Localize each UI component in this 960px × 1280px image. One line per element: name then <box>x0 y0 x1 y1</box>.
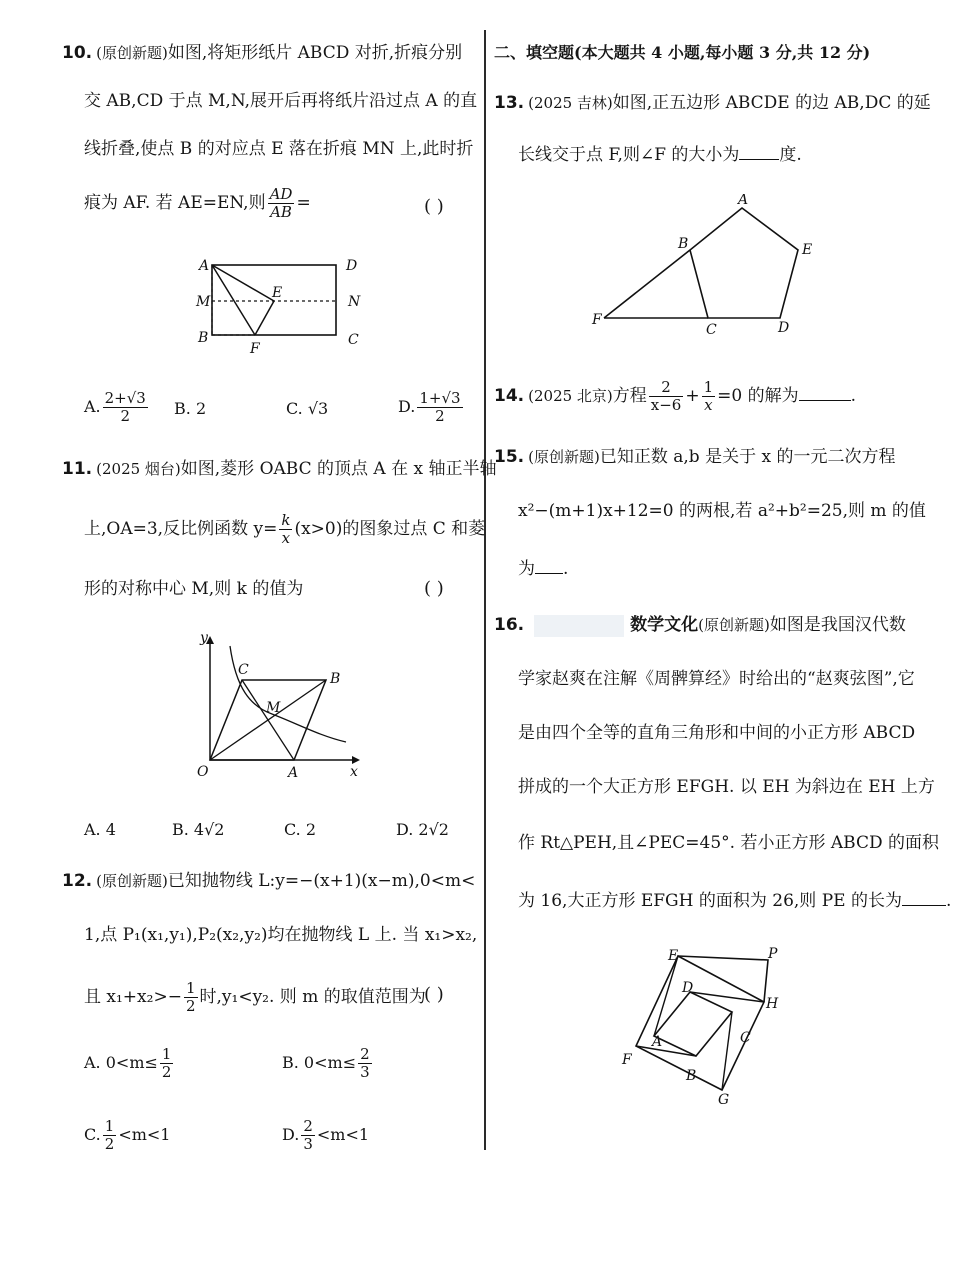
q15-number: 15. <box>494 447 525 467</box>
q10-label-C: C <box>348 332 359 348</box>
q15-answer-blank[interactable] <box>535 573 563 574</box>
q11-label-y: y <box>200 630 208 646</box>
q16-big-square-EFGH <box>636 956 764 1090</box>
q10-label-B: B <box>198 330 209 346</box>
q12-text3b: 时,y₁<y₂. 则 m 的取值范围为 <box>199 987 426 1007</box>
q11-line2 <box>84 512 485 547</box>
q12-answer-paren: ( ) <box>424 984 444 1005</box>
q12-fraction: $\frac{1}{2}$ <box>185 979 196 1015</box>
q12-option-a-fraction: $\frac{1}{2}$ <box>161 1045 172 1081</box>
q12-option-c[interactable]: C. $\frac{1}{2}$ <m<1 <box>84 1117 171 1153</box>
q12-option-b[interactable]: B. 0<m≤ $\frac{2}{3}$ <box>282 1045 370 1081</box>
q11-label-M: M <box>266 700 281 716</box>
q10-label-E: E <box>272 285 283 301</box>
q13-extension-BF <box>604 250 690 318</box>
q16-line5: 作 Rt△PEH,且∠PEC=45°. 若小正方形 ABCD 的面积 <box>518 833 939 853</box>
q14-line1 <box>494 376 856 416</box>
q15-line3 <box>518 558 568 580</box>
q12-line3 <box>84 980 426 1015</box>
q16-label-C: C <box>740 1030 751 1046</box>
q16-label-B: B <box>686 1068 697 1084</box>
q16-tag: 数学文化 <box>630 615 699 635</box>
q10-label-A: A <box>199 258 210 274</box>
q12-number: 12. <box>62 871 93 891</box>
q10-line2: 交 AB,CD 于点 M,N,展开后再将纸片沿过点 A 的直 <box>84 91 478 111</box>
q16-answer-blank[interactable] <box>902 905 946 906</box>
q16-line6 <box>518 890 951 912</box>
q16-number: 16. <box>494 615 525 635</box>
q14-text-b: =0 的解为 <box>717 386 799 406</box>
q10-number: 10. <box>62 43 93 63</box>
q11-label-x: x <box>350 764 358 780</box>
q10-line4 <box>84 186 311 221</box>
q16-text1: 如图是我国汉代数 <box>769 615 906 635</box>
q11-text2a: 上,OA=3,反比例函数 y= <box>84 519 278 539</box>
q12-option-d-fraction: $\frac{2}{3}$ <box>303 1117 313 1153</box>
q15-text3a: 为 <box>518 559 535 579</box>
q12-option-b-fraction: $\frac{2}{3}$ <box>360 1045 370 1081</box>
q13-line1 <box>494 92 931 114</box>
q14-text-a: 方程 <box>612 386 647 406</box>
q14-fraction-1: $\frac{2}{x-6}$ <box>650 378 682 414</box>
q13-text2b: 度. <box>779 145 802 165</box>
q11-figure <box>190 628 370 780</box>
q11-label-B: B <box>330 671 341 687</box>
q13-label-A: A <box>738 194 749 208</box>
q13-label-F: F <box>592 312 602 328</box>
q10-figure <box>190 250 380 360</box>
q14-plus: + <box>685 386 700 406</box>
q11-fraction: $\frac{k}{x}$ <box>281 511 291 547</box>
q14-answer-blank[interactable] <box>799 400 851 401</box>
q10-option-d-fraction: $\frac{1+√3}{2}$ <box>419 389 461 425</box>
q12-line2: 1,点 P₁(x₁,y₁),P₂(x₂,y₂)均在抛物线 L 上. 当 x₁>x₂, <box>84 925 478 945</box>
q13-figure <box>590 194 820 338</box>
q14-fraction-2: $\frac{1}{x}$ <box>703 378 714 414</box>
q16-figure <box>610 940 810 1110</box>
q11-label-C: C <box>238 662 249 678</box>
q11-label-O: O <box>197 764 209 780</box>
q15-text1: 已知正数 a,b 是关于 x 的一元二次方程 <box>599 447 896 467</box>
q15-line1 <box>494 446 895 468</box>
q13-number: 13. <box>494 93 525 113</box>
q16-label-P: P <box>768 946 778 962</box>
q10-option-a-fraction: $\frac{2+√3}{2}$ <box>104 389 146 425</box>
q13-text2a: 长线交于点 F,则∠F 的大小为 <box>518 145 740 165</box>
q10-line3: 线折叠,使点 B 的对应点 E 落在折痕 MN 上,此时折 <box>84 139 474 159</box>
q11-tag: (2025 烟台) <box>96 460 181 478</box>
q10-tag: (原创新题) <box>96 44 168 62</box>
q16-label-H: H <box>766 996 779 1012</box>
q13-tag: (2025 吉林) <box>528 94 613 112</box>
q10-option-c[interactable]: C. √3 <box>286 399 329 418</box>
q11-option-b[interactable]: B. 4√2 <box>172 820 225 839</box>
q13-label-D: D <box>778 320 790 336</box>
q16-line4: 拼成的一个大正方形 EFGH. 以 EH 为斜边在 EH 上方 <box>518 777 935 797</box>
q10-AE <box>212 265 274 301</box>
q13-label-E: E <box>802 242 813 258</box>
q11-hyperbola <box>230 646 346 742</box>
q10-option-d[interactable]: D. $\frac{1+√3}{2}$ <box>398 389 461 425</box>
q16-label-E: E <box>668 948 679 964</box>
q16-small-square-ABCD <box>654 992 732 1056</box>
q16-line2: 学家赵爽在注解《周髀算经》时给出的“赵爽弦图”,它 <box>518 669 915 689</box>
q10-EF <box>255 301 274 335</box>
q16-line3: 是由四个全等的直角三角形和中间的小正方形 ABCD <box>518 723 916 743</box>
q16-text6a: 为 16,大正方形 EFGH 的面积为 26,则 PE 的长为 <box>518 891 902 911</box>
q10-fraction: $\frac{AD}{AB}$ <box>269 185 293 221</box>
q12-option-c-fraction: $\frac{1}{2}$ <box>104 1117 115 1153</box>
q13-text1: 如图,正五边形 ABCDE 的边 AB,DC 的延 <box>612 93 931 113</box>
q16-label-D: D <box>682 980 694 996</box>
q10-text1: 如图,将矩形纸片 ABCD 对折,折痕分别 <box>167 43 463 63</box>
q10-label-F: F <box>250 341 260 357</box>
q11-number: 11. <box>62 459 93 479</box>
q16-text6b: . <box>945 891 952 911</box>
q11-x-arrow <box>352 756 360 764</box>
q11-text2b: (x>0)的图象过点 C 和菱 <box>294 519 486 539</box>
q13-pentagon <box>690 208 798 318</box>
q11-text1: 如图,菱形 OABC 的顶点 A 在 x 轴正半轴 <box>180 459 497 479</box>
q12-option-a[interactable]: A. 0<m≤ $\frac{1}{2}$ <box>84 1045 172 1081</box>
q12-option-d[interactable]: D. $\frac{2}{3}$ <m<1 <box>282 1117 370 1153</box>
q12-text3a: 且 x₁+x₂>− <box>84 987 182 1007</box>
q16-blurred-badge <box>534 615 624 637</box>
q11-label-A: A <box>288 765 299 780</box>
q10-option-b[interactable]: B. 2 <box>174 399 207 418</box>
q10-equals: = <box>296 193 311 213</box>
q11-answer-paren: ( ) <box>424 578 444 599</box>
q14-tag: (2025 北京) <box>528 387 613 405</box>
q16-tag2: (原创新题) <box>698 616 770 634</box>
q15-text3b: . <box>563 559 569 579</box>
q11-option-d[interactable]: D. 2√2 <box>396 820 449 839</box>
q11-line3: 形的对称中心 M,则 k 的值为 <box>84 579 304 599</box>
q16-label-F: F <box>622 1052 632 1068</box>
q12-line1 <box>62 870 475 892</box>
q14-end: . <box>850 386 857 406</box>
q15-line2: x²−(m+1)x+12=0 的两根,若 a²+b²=25,则 m 的值 <box>518 501 926 521</box>
q12-tag: (原创新题) <box>96 872 168 890</box>
q15-tag: (原创新题) <box>528 448 600 466</box>
q10-text4: 痕为 AF. 若 AE=EN,则 <box>84 193 266 213</box>
q13-label-B: B <box>678 236 689 252</box>
q16-label-G: G <box>718 1092 730 1108</box>
q11-option-c[interactable]: C. 2 <box>284 820 317 839</box>
column-divider <box>484 30 486 1150</box>
q16-label-A: A <box>652 1034 663 1050</box>
q10-crease-AF <box>212 265 255 335</box>
q10-label-M: M <box>196 294 211 310</box>
q10-option-a[interactable]: A. $\frac{2+√3}{2}$ <box>84 389 146 425</box>
q10-label-D: D <box>346 258 358 274</box>
q11-option-a[interactable]: A. 4 <box>84 820 116 839</box>
q10-line1 <box>62 42 462 64</box>
q13-label-C: C <box>706 322 717 338</box>
section-2-heading: 二、填空题(本大题共 4 小题,每小题 3 分,共 12 分) <box>494 43 871 62</box>
q12-text1: 已知抛物线 L:y=−(x+1)(x−m),0<m< <box>167 871 476 891</box>
q11-line1 <box>62 458 497 480</box>
q14-number: 14. <box>494 386 525 406</box>
q10-label-N: N <box>348 294 361 310</box>
q10-answer-paren: ( ) <box>424 196 444 217</box>
q16-line1 <box>494 614 906 637</box>
q13-answer-blank[interactable] <box>739 159 779 160</box>
q16-line-ED <box>654 956 678 1036</box>
q13-line2 <box>518 144 802 166</box>
